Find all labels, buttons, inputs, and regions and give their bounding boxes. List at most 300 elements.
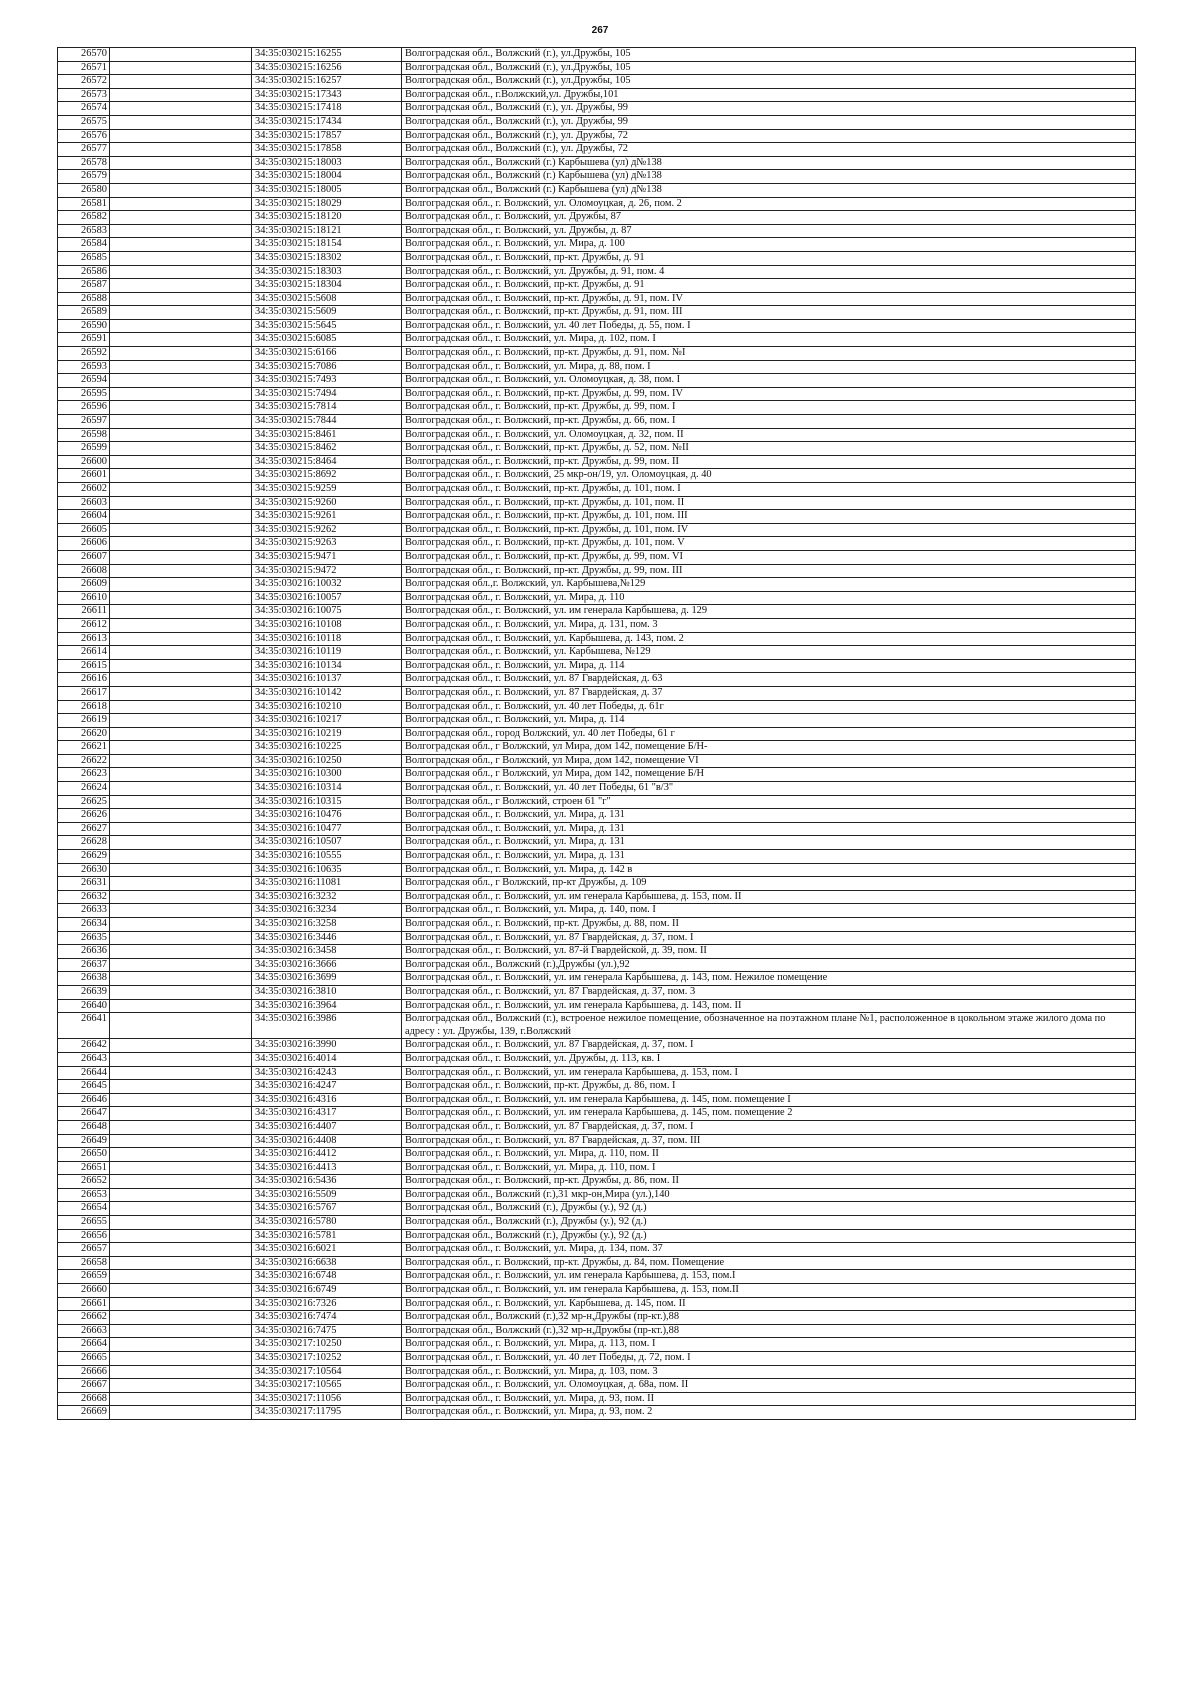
- empty-cell: [110, 578, 252, 592]
- cadastral-number-cell: 34:35:030215:7086: [252, 360, 402, 374]
- table-row: [58, 1365, 1136, 1379]
- cadastral-number-cell: 34:35:030216:11081: [252, 877, 402, 891]
- empty-cell: [110, 1311, 252, 1325]
- cadastral-number-cell: 34:35:030216:10476: [252, 809, 402, 823]
- address-cell: Волгоградская обл., г. Волжский, ул. Мира, д. 103, пом. 3: [402, 1365, 1136, 1379]
- empty-cell: [110, 129, 252, 143]
- row-number-cell: 26573: [58, 88, 110, 102]
- row-number-cell: 26613: [58, 632, 110, 646]
- table-row: [58, 347, 1136, 361]
- row-number-cell: 26586: [58, 265, 110, 279]
- empty-cell: [110, 469, 252, 483]
- row-number-cell: 26618: [58, 700, 110, 714]
- row-number-cell: 26581: [58, 197, 110, 211]
- address-cell: Волгоградская обл., г. Волжский, пр-кт. Дружбы, д. 86, пом. II: [402, 1175, 1136, 1189]
- table-row: [58, 768, 1136, 782]
- table-row: [58, 415, 1136, 429]
- cadastral-number-cell: 34:35:030216:6749: [252, 1284, 402, 1298]
- table-row: [58, 102, 1136, 116]
- row-number-cell: 26644: [58, 1066, 110, 1080]
- table-row: [58, 1134, 1136, 1148]
- empty-cell: [110, 890, 252, 904]
- empty-cell: [110, 673, 252, 687]
- cadastral-number-cell: 34:35:030215:18120: [252, 211, 402, 225]
- row-number-cell: 26634: [58, 918, 110, 932]
- row-number-cell: 26605: [58, 523, 110, 537]
- address-cell: Волгоградская обл., г. Волжский, пр-кт. Дружбы, д. 99, пом. III: [402, 564, 1136, 578]
- cadastral-number-cell: 34:35:030217:10565: [252, 1379, 402, 1393]
- cadastral-number-cell: 34:35:030216:10314: [252, 782, 402, 796]
- cadastral-number-cell: 34:35:030215:5645: [252, 319, 402, 333]
- table-row: [58, 279, 1136, 293]
- empty-cell: [110, 401, 252, 415]
- empty-cell: [110, 591, 252, 605]
- address-cell: Волгоградская обл., г. Волжский, ул. Мира, д. 140, пом. I: [402, 904, 1136, 918]
- cadastral-number-cell: 34:35:030216:3699: [252, 972, 402, 986]
- empty-cell: [110, 714, 252, 728]
- address-cell: Волгоградская обл., г.Волжский,ул. Дружбы,101: [402, 88, 1136, 102]
- address-cell: Волгоградская обл., г. Волжский, пр-кт. Дружбы, д. 91: [402, 279, 1136, 293]
- cadastral-number-cell: 34:35:030216:10137: [252, 673, 402, 687]
- address-cell: Волгоградская обл., Волжский (г.), ул. Дружбы, 99: [402, 102, 1136, 116]
- address-cell: Волгоградская обл., г. Волжский, ул. Мира, д. 131: [402, 836, 1136, 850]
- cadastral-number-cell: 34:35:030216:6021: [252, 1243, 402, 1257]
- table-row: [58, 224, 1136, 238]
- address-cell: Волгоградская обл., Волжский (г.) Карбышева (ул) д№138: [402, 183, 1136, 197]
- table-row: [58, 265, 1136, 279]
- cadastral-number-cell: 34:35:030216:10108: [252, 618, 402, 632]
- empty-cell: [110, 646, 252, 660]
- row-number-cell: 26603: [58, 496, 110, 510]
- row-number-cell: 26638: [58, 972, 110, 986]
- empty-cell: [110, 170, 252, 184]
- table-row: [58, 1161, 1136, 1175]
- empty-cell: [110, 945, 252, 959]
- row-number-cell: 26579: [58, 170, 110, 184]
- address-cell: Волгоградская обл., город Волжский, ул. 40 лет Победы, 61 г: [402, 727, 1136, 741]
- cadastral-number-cell: 34:35:030216:10477: [252, 822, 402, 836]
- address-cell: Волгоградская обл., г. Волжский, ул. Мира, д. 142 в: [402, 863, 1136, 877]
- address-cell: Волгоградская обл., Волжский (г.), ул.Дружбы, 105: [402, 75, 1136, 89]
- address-cell: Волгоградская обл., г. Волжский, пр-кт. Дружбы, д. 91: [402, 251, 1136, 265]
- empty-cell: [110, 455, 252, 469]
- table-row: [58, 251, 1136, 265]
- empty-cell: [110, 428, 252, 442]
- cadastral-number-cell: 34:35:030216:6748: [252, 1270, 402, 1284]
- cadastral-number-cell: 34:35:030216:5509: [252, 1188, 402, 1202]
- row-number-cell: 26663: [58, 1324, 110, 1338]
- registry-table: [57, 47, 1136, 1420]
- row-number-cell: 26662: [58, 1311, 110, 1325]
- empty-cell: [110, 523, 252, 537]
- row-number-cell: 26597: [58, 415, 110, 429]
- empty-cell: [110, 1392, 252, 1406]
- address-cell: Волгоградская обл., г. Волжский, пр-кт. Дружбы, д. 91, пом. IV: [402, 292, 1136, 306]
- address-cell: Волгоградская обл., г. Волжский, пр-кт. Дружбы, д. 101, пом. V: [402, 537, 1136, 551]
- address-cell: Волгоградская обл., г Волжский, ул Мира, дом 142, помещение VI: [402, 754, 1136, 768]
- row-number-cell: 26632: [58, 890, 110, 904]
- cadastral-number-cell: 34:35:030216:3810: [252, 985, 402, 999]
- empty-cell: [110, 863, 252, 877]
- row-number-cell: 26595: [58, 387, 110, 401]
- table-row: [58, 48, 1136, 62]
- table-row: [58, 877, 1136, 891]
- cadastral-number-cell: 34:35:030216:10217: [252, 714, 402, 728]
- empty-cell: [110, 564, 252, 578]
- table-row: [58, 1202, 1136, 1216]
- empty-cell: [110, 238, 252, 252]
- address-cell: Волгоградская обл., г. Волжский, ул. Мира, д. 114: [402, 714, 1136, 728]
- address-cell: Волгоградская обл., г Волжский, строен 61 "г": [402, 795, 1136, 809]
- table-row: [58, 985, 1136, 999]
- table-row: [58, 319, 1136, 333]
- cadastral-number-cell: 34:35:030215:16255: [252, 48, 402, 62]
- empty-cell: [110, 102, 252, 116]
- table-row: [58, 401, 1136, 415]
- address-cell: Волгоградская обл., Волжский (г.) Карбышева (ул) д№138: [402, 170, 1136, 184]
- address-cell: Волгоградская обл., г. Волжский, пр-кт. Дружбы, д. 91, пом. №I: [402, 347, 1136, 361]
- address-cell: Волгоградская обл., г Волжский, пр-кт Дружбы, д. 109: [402, 877, 1136, 891]
- table-row: [58, 632, 1136, 646]
- table-row: [58, 156, 1136, 170]
- empty-cell: [110, 1243, 252, 1257]
- row-number-cell: 26631: [58, 877, 110, 891]
- empty-cell: [110, 510, 252, 524]
- cadastral-number-cell: 34:35:030215:18121: [252, 224, 402, 238]
- empty-cell: [110, 1229, 252, 1243]
- cadastral-number-cell: 34:35:030216:3258: [252, 918, 402, 932]
- row-number-cell: 26619: [58, 714, 110, 728]
- table-row: [58, 211, 1136, 225]
- empty-cell: [110, 659, 252, 673]
- address-cell: Волгоградская обл., г. Волжский, ул. им генерала Карбышева, д. 143, пом. Нежилое помещение: [402, 972, 1136, 986]
- table-row: [58, 1039, 1136, 1053]
- empty-cell: [110, 1297, 252, 1311]
- address-cell: Волгоградская обл., г. Волжский, ул. им генерала Карбышева, д. 153, пом. II: [402, 890, 1136, 904]
- address-cell: Волгоградская обл., г. Волжский, ул. Мира, д. 110: [402, 591, 1136, 605]
- row-number-cell: 26621: [58, 741, 110, 755]
- cadastral-number-cell: 34:35:030215:5608: [252, 292, 402, 306]
- table-row: [58, 918, 1136, 932]
- table-row: [58, 646, 1136, 660]
- row-number-cell: 26600: [58, 455, 110, 469]
- row-number-cell: 26616: [58, 673, 110, 687]
- empty-cell: [110, 1188, 252, 1202]
- address-cell: Волгоградская обл., Волжский (г.), ул.Дружбы, 105: [402, 48, 1136, 62]
- address-cell: Волгоградская обл., г. Волжский, ул. 40 лет Победы, д. 61г: [402, 700, 1136, 714]
- row-number-cell: 26635: [58, 931, 110, 945]
- row-number-cell: 26601: [58, 469, 110, 483]
- cadastral-number-cell: 34:35:030215:9472: [252, 564, 402, 578]
- table-row: [58, 1406, 1136, 1420]
- table-row: [58, 75, 1136, 89]
- table-row: [58, 591, 1136, 605]
- empty-cell: [110, 700, 252, 714]
- address-cell: Волгоградская обл., г Волжский, ул Мира, дом 142, помещение Б/Н-: [402, 741, 1136, 755]
- cadastral-number-cell: 34:35:030215:16257: [252, 75, 402, 89]
- address-cell: Волгоградская обл., Волжский (г.),32 мр-н,Дружбы (пр-кт.),88: [402, 1324, 1136, 1338]
- empty-cell: [110, 483, 252, 497]
- table-row: [58, 958, 1136, 972]
- address-cell: Волгоградская обл., Волжский (г.), ул. Дружбы, 72: [402, 129, 1136, 143]
- empty-cell: [110, 727, 252, 741]
- empty-cell: [110, 822, 252, 836]
- row-number-cell: 26589: [58, 306, 110, 320]
- address-cell: Волгоградская обл., г. Волжский, ул. Карбышева, №129: [402, 646, 1136, 660]
- table-row: [58, 564, 1136, 578]
- row-number-cell: 26655: [58, 1216, 110, 1230]
- address-cell: Волгоградская обл., Волжский (г.), встроеное нежилое помещение, обозначенное на поэтажном плане №1, расположенное в цокольном этаже жилого дома по адресу : ул. Дружбы, 139, г.Волжский: [402, 1013, 1136, 1039]
- address-cell: Волгоградская обл., г. Волжский, ул. 40 лет Победы, д. 55, пом. I: [402, 319, 1136, 333]
- empty-cell: [110, 972, 252, 986]
- address-cell: Волгоградская обл., г. Волжский, пр-кт. Дружбы, д. 86, пом. I: [402, 1080, 1136, 1094]
- empty-cell: [110, 1324, 252, 1338]
- table-row: [58, 809, 1136, 823]
- cadastral-number-cell: 34:35:030216:3986: [252, 1013, 402, 1039]
- row-number-cell: 26591: [58, 333, 110, 347]
- table-row: [58, 360, 1136, 374]
- address-cell: Волгоградская обл., Волжский (г.),31 мкр-он,Мира (ул.),140: [402, 1188, 1136, 1202]
- empty-cell: [110, 387, 252, 401]
- row-number-cell: 26622: [58, 754, 110, 768]
- cadastral-number-cell: 34:35:030216:4408: [252, 1134, 402, 1148]
- address-cell: Волгоградская обл., г. Волжский, ул. 87 Гвардейская, д. 37, пом. 3: [402, 985, 1136, 999]
- cadastral-number-cell: 34:35:030215:17434: [252, 115, 402, 129]
- table-row: [58, 1243, 1136, 1257]
- table-row: [58, 1256, 1136, 1270]
- address-cell: Волгоградская обл., г. Волжский, ул. им генерала Карбышева, д. 145, пом. помещение 2: [402, 1107, 1136, 1121]
- empty-cell: [110, 537, 252, 551]
- row-number-cell: 26592: [58, 347, 110, 361]
- row-number-cell: 26659: [58, 1270, 110, 1284]
- table-row: [58, 618, 1136, 632]
- table-row: [58, 238, 1136, 252]
- address-cell: Волгоградская обл., г. Волжский, ул. 40 лет Победы, 61 "в/3": [402, 782, 1136, 796]
- row-number-cell: 26641: [58, 1013, 110, 1039]
- empty-cell: [110, 836, 252, 850]
- row-number-cell: 26630: [58, 863, 110, 877]
- address-cell: Волгоградская обл., г. Волжский, пр-кт. Дружбы, д. 101, пом. IV: [402, 523, 1136, 537]
- table-row: [58, 1284, 1136, 1298]
- cadastral-number-cell: 34:35:030215:9471: [252, 550, 402, 564]
- row-number-cell: 26661: [58, 1297, 110, 1311]
- row-number-cell: 26580: [58, 183, 110, 197]
- row-number-cell: 26665: [58, 1352, 110, 1366]
- empty-cell: [110, 183, 252, 197]
- table-row: [58, 931, 1136, 945]
- cadastral-number-cell: 34:35:030216:5436: [252, 1175, 402, 1189]
- row-number-cell: 26572: [58, 75, 110, 89]
- address-cell: Волгоградская обл., Волжский (г.), ул. Дружбы, 72: [402, 143, 1136, 157]
- cadastral-number-cell: 34:35:030216:10635: [252, 863, 402, 877]
- empty-cell: [110, 1107, 252, 1121]
- address-cell: Волгоградская обл., г. Волжский, ул. 87 Гвардейская, д. 37: [402, 686, 1136, 700]
- table-row: [58, 605, 1136, 619]
- table-row: [58, 890, 1136, 904]
- table-row: [58, 1379, 1136, 1393]
- table-row: [58, 1324, 1136, 1338]
- empty-cell: [110, 632, 252, 646]
- table-row: [58, 782, 1136, 796]
- table-row: [58, 686, 1136, 700]
- address-cell: Волгоградская обл., г. Волжский, ул. им генерала Карбышева, д. 143, пом. II: [402, 999, 1136, 1013]
- empty-cell: [110, 442, 252, 456]
- empty-cell: [110, 75, 252, 89]
- table-row: [58, 1297, 1136, 1311]
- address-cell: Волгоградская обл., г. Волжский, ул. им генерала Карбышева, д. 145, пом. помещение I: [402, 1093, 1136, 1107]
- table-row: [58, 197, 1136, 211]
- empty-cell: [110, 686, 252, 700]
- row-number-cell: 26646: [58, 1093, 110, 1107]
- row-number-cell: 26657: [58, 1243, 110, 1257]
- address-cell: Волгоградская обл., г. Волжский, ул. Мира, д. 88, пом. I: [402, 360, 1136, 374]
- address-cell: Волгоградская обл., г. Волжский, ул. Дружбы, д. 113, кв. I: [402, 1052, 1136, 1066]
- address-cell: Волгоградская обл., г. Волжский, пр-кт. Дружбы, д. 101, пом. II: [402, 496, 1136, 510]
- row-number-cell: 26624: [58, 782, 110, 796]
- cadastral-number-cell: 34:35:030215:8464: [252, 455, 402, 469]
- empty-cell: [110, 1052, 252, 1066]
- table-row: [58, 700, 1136, 714]
- address-cell: Волгоградская обл., г. Волжский, ул. Мира, д. 114: [402, 659, 1136, 673]
- row-number-cell: 26599: [58, 442, 110, 456]
- row-number-cell: 26658: [58, 1256, 110, 1270]
- cadastral-number-cell: 34:35:030216:3666: [252, 958, 402, 972]
- empty-cell: [110, 918, 252, 932]
- cadastral-number-cell: 34:35:030216:3232: [252, 890, 402, 904]
- empty-cell: [110, 782, 252, 796]
- cadastral-number-cell: 34:35:030215:18304: [252, 279, 402, 293]
- row-number-cell: 26574: [58, 102, 110, 116]
- cadastral-number-cell: 34:35:030215:6085: [252, 333, 402, 347]
- cadastral-number-cell: 34:35:030215:9263: [252, 537, 402, 551]
- row-number-cell: 26578: [58, 156, 110, 170]
- row-number-cell: 26590: [58, 319, 110, 333]
- row-number-cell: 26596: [58, 401, 110, 415]
- cadastral-number-cell: 34:35:030215:9260: [252, 496, 402, 510]
- cadastral-number-cell: 34:35:030216:10300: [252, 768, 402, 782]
- empty-cell: [110, 931, 252, 945]
- empty-cell: [110, 1120, 252, 1134]
- cadastral-number-cell: 34:35:030215:8461: [252, 428, 402, 442]
- table-row: [58, 741, 1136, 755]
- empty-cell: [110, 1175, 252, 1189]
- empty-cell: [110, 958, 252, 972]
- table-row: [58, 850, 1136, 864]
- empty-cell: [110, 306, 252, 320]
- empty-cell: [110, 292, 252, 306]
- row-number-cell: 26627: [58, 822, 110, 836]
- empty-cell: [110, 265, 252, 279]
- address-cell: Волгоградская обл., Волжский (г.),Дружбы (ул.),92: [402, 958, 1136, 972]
- cadastral-number-cell: 34:35:030215:17418: [252, 102, 402, 116]
- table-row: [58, 1120, 1136, 1134]
- address-cell: Волгоградская обл., Волжский (г.), Дружбы (у.), 92 (д.): [402, 1229, 1136, 1243]
- row-number-cell: 26577: [58, 143, 110, 157]
- row-number-cell: 26614: [58, 646, 110, 660]
- table-row: [58, 1188, 1136, 1202]
- table-row: [58, 1216, 1136, 1230]
- address-cell: Волгоградская обл., г. Волжский, ул. 87 Гвардейская, д. 37, пом. I: [402, 1120, 1136, 1134]
- table-row: [58, 510, 1136, 524]
- address-cell: Волгоградская обл., г. Волжский, ул. Мира, д. 131: [402, 809, 1136, 823]
- empty-cell: [110, 197, 252, 211]
- row-number-cell: 26640: [58, 999, 110, 1013]
- table-row: [58, 1392, 1136, 1406]
- address-cell: Волгоградская обл., г. Волжский, ул. 87 Гвардейская, д. 37, пом. I: [402, 1039, 1136, 1053]
- row-number-cell: 26608: [58, 564, 110, 578]
- row-number-cell: 26615: [58, 659, 110, 673]
- row-number-cell: 26585: [58, 251, 110, 265]
- cadastral-number-cell: 34:35:030216:4247: [252, 1080, 402, 1094]
- row-number-cell: 26570: [58, 48, 110, 62]
- empty-cell: [110, 279, 252, 293]
- table-row: [58, 428, 1136, 442]
- cadastral-number-cell: 34:35:030216:4412: [252, 1148, 402, 1162]
- table-row: [58, 442, 1136, 456]
- row-number-cell: 26666: [58, 1365, 110, 1379]
- row-number-cell: 26623: [58, 768, 110, 782]
- address-cell: Волгоградская обл., г. Волжский, ул. 87 Гвардейская, д. 37, пом. I: [402, 931, 1136, 945]
- table-row: [58, 836, 1136, 850]
- row-number-cell: 26668: [58, 1392, 110, 1406]
- table-row: [58, 822, 1136, 836]
- row-number-cell: 26637: [58, 958, 110, 972]
- address-cell: Волгоградская обл., г. Волжский, пр-кт. Дружбы, д. 101, пом. III: [402, 510, 1136, 524]
- row-number-cell: 26594: [58, 374, 110, 388]
- cadastral-number-cell: 34:35:030215:7814: [252, 401, 402, 415]
- cadastral-number-cell: 34:35:030216:4317: [252, 1107, 402, 1121]
- address-cell: Волгоградская обл., г. Волжский, ул. Мира, д. 134, пом. 37: [402, 1243, 1136, 1257]
- table-row: [58, 292, 1136, 306]
- cadastral-number-cell: 34:35:030217:11056: [252, 1392, 402, 1406]
- cadastral-number-cell: 34:35:030216:7474: [252, 1311, 402, 1325]
- address-cell: Волгоградская обл., г. Волжский, ул. 87 Гвардейская, д. 63: [402, 673, 1136, 687]
- cadastral-number-cell: 34:35:030216:4316: [252, 1093, 402, 1107]
- row-number-cell: 26650: [58, 1148, 110, 1162]
- empty-cell: [110, 809, 252, 823]
- empty-cell: [110, 985, 252, 999]
- empty-cell: [110, 1039, 252, 1053]
- table-row: [58, 1013, 1136, 1039]
- cadastral-number-cell: 34:35:030215:5609: [252, 306, 402, 320]
- address-cell: Волгоградская обл., г. Волжский, ул. Дружбы, д. 91, пом. 4: [402, 265, 1136, 279]
- cadastral-number-cell: 34:35:030215:17858: [252, 143, 402, 157]
- cadastral-number-cell: 34:35:030216:10134: [252, 659, 402, 673]
- table-row: [58, 455, 1136, 469]
- cadastral-number-cell: 34:35:030216:3990: [252, 1039, 402, 1053]
- row-number-cell: 26645: [58, 1080, 110, 1094]
- cadastral-number-cell: 34:35:030216:4413: [252, 1161, 402, 1175]
- row-number-cell: 26593: [58, 360, 110, 374]
- row-number-cell: 26647: [58, 1107, 110, 1121]
- table-row: [58, 945, 1136, 959]
- address-cell: Волгоградская обл., г. Волжский, ул. им генерала Карбышева, д. 153, пом.I: [402, 1270, 1136, 1284]
- cadastral-number-cell: 34:35:030216:10225: [252, 741, 402, 755]
- cadastral-number-cell: 34:35:030216:10219: [252, 727, 402, 741]
- table-row: [58, 754, 1136, 768]
- row-number-cell: 26604: [58, 510, 110, 524]
- empty-cell: [110, 156, 252, 170]
- address-cell: Волгоградская обл., г Волжский, ул Мира, дом 142, помещение Б/Н: [402, 768, 1136, 782]
- cadastral-number-cell: 34:35:030216:5767: [252, 1202, 402, 1216]
- row-number-cell: 26653: [58, 1188, 110, 1202]
- empty-cell: [110, 251, 252, 265]
- table-row: [58, 795, 1136, 809]
- address-cell: Волгоградская обл., г. Волжский, ул. им генерала Карбышева, д. 129: [402, 605, 1136, 619]
- row-number-cell: 26636: [58, 945, 110, 959]
- table-row: [58, 1311, 1136, 1325]
- address-cell: Волгоградская обл., г. Волжский, ул. Мира, д. 110, пом. I: [402, 1161, 1136, 1175]
